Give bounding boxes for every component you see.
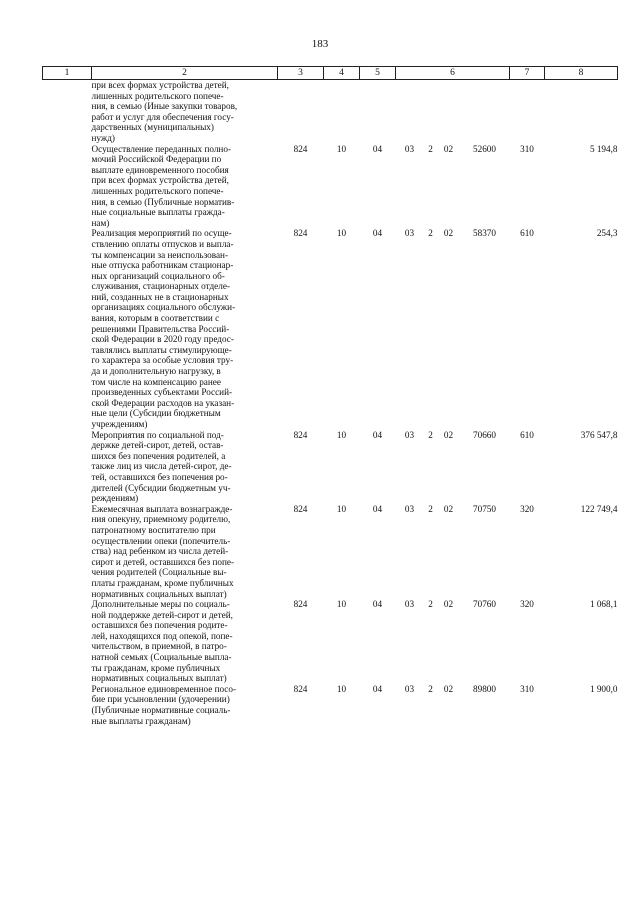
section-code: 10 [336,503,347,514]
subsection-code: 04 [372,429,383,440]
header-col-1: 1 [43,67,92,80]
page-number: 183 [311,38,329,50]
table-row [43,684,618,726]
header-col-5: 5 [360,67,396,80]
target-code-program: 03 [404,503,415,514]
expense-type-code [510,80,545,144]
subsection-code: 04 [372,143,383,154]
target-code-subprogram: 02 [443,429,454,440]
target-code-subprogram: 02 [443,599,454,610]
row-name: Реализация мероприятий по осуще- ствлению оплаты отпусков и выпла- ты компенсации за неиспользован- ные отпуска работникам стационар- ных организаций социального об- служивания, стационарных отделе- ний, созданных не в стационарных организациях социального обслужи- вания, которым в соответствии с решениями Правительства Россий- ской Федерации в 2020 году предос- тавлялись выплаты стимулирующе- го характера за особые условия тру- да и дополнительную нагрузку, в том числе на компенсацию ранее произведенных субъектами Россий- ской Федерации расходов на указан- ные цели (Субсидии бюджетным учреждениям) [91,228,236,429]
admin-code: 824 [293,429,308,440]
admin-code: 824 [293,503,308,514]
target-code-direction: 70760 [473,599,496,610]
target-code-type: 2 [428,228,433,239]
row-name: Дополнительные меры по социаль- ной поддержке детей-сирот и детей, оставшихся без попечения родите- лей, находящихся под опекой, попе- чительством, в приемной, в патро- натной семьях (Социальные выпла- ты гражданам, кроме публичных нормативных социальных выплат) [91,599,233,684]
subsection-code [360,80,396,144]
table-row [43,144,618,229]
section-code: 10 [336,599,347,610]
row-name: Ежемесячная выплата вознагражде- ния опекуну, приемному родителю, патронатному воспитателю при осуществлении опеки (попечитель- ства) над ребенком из числа детей- сирот и детей, оставшихся без попе- чения родителей (Социальные вы- платы гражданам, кроме публичных нормативных социальных выплат) [91,503,235,599]
amount: 122 749,4 [580,503,618,514]
target-code-type: 2 [428,429,433,440]
target-code-program: 03 [404,143,415,154]
target-code-program: 03 [404,599,415,610]
target-code-subprogram: 02 [443,143,454,154]
target-code-direction: 89800 [473,683,496,694]
admin-code: 824 [293,228,308,239]
section-code: 10 [336,683,347,694]
amount: 254,3 [596,228,618,239]
section-code [324,80,360,144]
expense-type-code: 320 [520,599,534,610]
subsection-code: 04 [372,599,383,610]
header-col-3: 3 [278,67,324,80]
expense-type-code: 610 [520,429,534,440]
admin-code: 824 [293,143,308,154]
target-code-type: 2 [428,683,433,694]
header-col-4: 4 [324,67,360,80]
header-col-6: 6 [396,67,510,80]
amount: 5 194,8 [589,143,618,154]
section-code: 10 [336,143,347,154]
subsection-code: 04 [372,503,383,514]
row-name: Региональное единовременное посо- бие при усыновлении (удочерении) (Публичные нормативные социаль- ные выплаты гражданам) [91,683,237,726]
amount [545,80,618,144]
target-code-subprogram: 02 [443,683,454,694]
expense-type-code: 610 [520,228,534,239]
empty-cell [43,684,92,726]
expense-type-code: 310 [520,143,534,154]
admin-code: 824 [293,683,308,694]
target-code-direction: 70750 [473,503,496,514]
empty-cell [43,144,92,229]
subsection-code: 04 [372,683,383,694]
amount: 1 900,0 [589,683,618,694]
target-code-subprogram: 02 [443,228,454,239]
table-row [43,228,618,429]
header-col-7: 7 [510,67,545,80]
target-code-direction: 58370 [473,228,496,239]
target-code-program [396,80,424,144]
empty-cell [43,430,92,504]
admin-code [278,80,324,144]
target-code-subprogram [438,80,460,144]
target-code-type: 2 [428,503,433,514]
row-name: при всех формах устройства детей, лишенных родительского попече- ния, в семью (Иные закупки товаров, работ и услуг для обеспечения госу- дарственных (муниципальных) нужд) [91,80,238,143]
header-col-2: 2 [92,67,278,80]
expense-type-code: 310 [520,683,534,694]
admin-code: 824 [293,599,308,610]
empty-cell [43,504,92,599]
header-row [43,67,618,80]
target-code-subprogram: 02 [443,503,454,514]
empty-cell [43,599,92,684]
section-code: 10 [336,429,347,440]
table-row [43,504,618,599]
table-row [43,599,618,684]
target-code-type [424,80,438,144]
table-row [43,80,618,144]
empty-cell [43,80,92,144]
subsection-code: 04 [372,228,383,239]
target-code-type: 2 [428,143,433,154]
amount: 1 068,1 [589,599,618,610]
target-code-type: 2 [428,599,433,610]
row-name: Мероприятия по социальной под- держке детей-сирот, детей, остав- шихся без попечения родителей, а также лиц из числа детей-сирот, де- тей, оставшихся без попечения ро- дителей (Субсидии бюджетным уч- реждениям) [91,429,232,504]
budget-table [42,66,618,726]
header-col-8: 8 [545,67,618,80]
empty-cell [43,228,92,429]
target-code-direction: 52600 [473,143,496,154]
expense-type-code: 320 [520,503,534,514]
table-row [43,430,618,504]
target-code-direction [460,80,510,144]
section-code: 10 [336,228,347,239]
row-name: Осуществление переданных полно- мочий Российской Федерации по выплате единовременного пособия при всех формах устройства детей, лишенных родительского попече- ния, в семью (Публичные норматив- ные социальные выплаты гражда- нам) [91,143,235,228]
target-code-program: 03 [404,429,415,440]
amount: 376 547,8 [580,429,618,440]
target-code-program: 03 [404,228,415,239]
target-code-direction: 70660 [473,429,496,440]
target-code-program: 03 [404,683,415,694]
